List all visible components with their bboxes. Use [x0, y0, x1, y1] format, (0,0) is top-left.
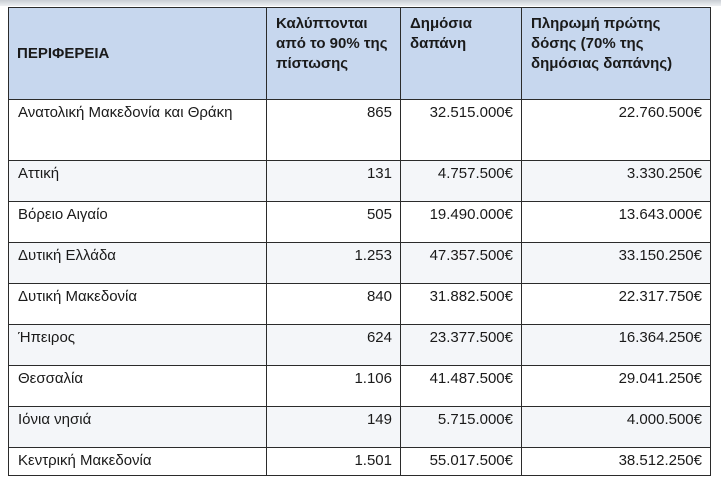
cell-first-payment: 29.041.250€	[522, 366, 711, 407]
cell-first-payment: 33.150.250€	[522, 243, 711, 284]
header-region: ΠΕΡΙΦΕΡΕΙΑ	[9, 8, 267, 100]
cell-first-payment: 38.512.250€	[522, 448, 711, 476]
top-edge-shadow	[0, 0, 721, 6]
cell-public-expense: 47.357.500€	[401, 243, 522, 284]
cell-region: Δυτική Ελλάδα	[9, 243, 267, 284]
regions-table	[8, 7, 711, 476]
cell-region: Θεσσαλία	[9, 366, 267, 407]
table-row	[9, 243, 711, 284]
table-row	[9, 284, 711, 325]
table-row	[9, 325, 711, 366]
cell-region: Αττική	[9, 161, 267, 202]
header-public-expense: Δημόσια δαπάνη	[401, 8, 522, 100]
cell-public-expense: 32.515.000€	[401, 100, 522, 161]
cell-covered: 840	[267, 284, 401, 325]
cell-public-expense: 41.487.500€	[401, 366, 522, 407]
cell-covered: 131	[267, 161, 401, 202]
table-row	[9, 366, 711, 407]
cell-region: Ανατολική Μακεδονία και Θράκη	[9, 100, 267, 161]
table-row	[9, 448, 711, 476]
table-row	[9, 202, 711, 243]
regions-table-container	[8, 7, 711, 476]
cell-covered: 1.106	[267, 366, 401, 407]
cell-region: Ιόνια νησιά	[9, 407, 267, 448]
cell-region: Ήπειρος	[9, 325, 267, 366]
cell-first-payment: 16.364.250€	[522, 325, 711, 366]
cell-covered: 865	[267, 100, 401, 161]
cell-first-payment: 13.643.000€	[522, 202, 711, 243]
cell-first-payment: 4.000.500€	[522, 407, 711, 448]
table-row	[9, 407, 711, 448]
cell-covered: 505	[267, 202, 401, 243]
cell-public-expense: 19.490.000€	[401, 202, 522, 243]
header-first-payment: Πληρωμή πρώτης δόσης (70% της δημόσιας δαπάνης)	[522, 8, 711, 100]
cell-region: Βόρειο Αιγαίο	[9, 202, 267, 243]
cell-first-payment: 3.330.250€	[522, 161, 711, 202]
table-row	[9, 161, 711, 202]
table-row	[9, 100, 711, 161]
cell-public-expense: 5.715.000€	[401, 407, 522, 448]
cell-region: Κεντρική Μακεδονία	[9, 448, 267, 476]
cell-covered: 149	[267, 407, 401, 448]
cell-covered: 624	[267, 325, 401, 366]
table-header-row	[9, 8, 711, 100]
cell-region: Δυτική Μακεδονία	[9, 284, 267, 325]
cell-public-expense: 23.377.500€	[401, 325, 522, 366]
cell-public-expense: 4.757.500€	[401, 161, 522, 202]
header-covered: Καλύπτονται από το 90% της πίστωσης	[267, 8, 401, 100]
cell-first-payment: 22.760.500€	[522, 100, 711, 161]
cell-public-expense: 55.017.500€	[401, 448, 522, 476]
cell-first-payment: 22.317.750€	[522, 284, 711, 325]
cell-covered: 1.501	[267, 448, 401, 476]
cell-covered: 1.253	[267, 243, 401, 284]
cell-public-expense: 31.882.500€	[401, 284, 522, 325]
